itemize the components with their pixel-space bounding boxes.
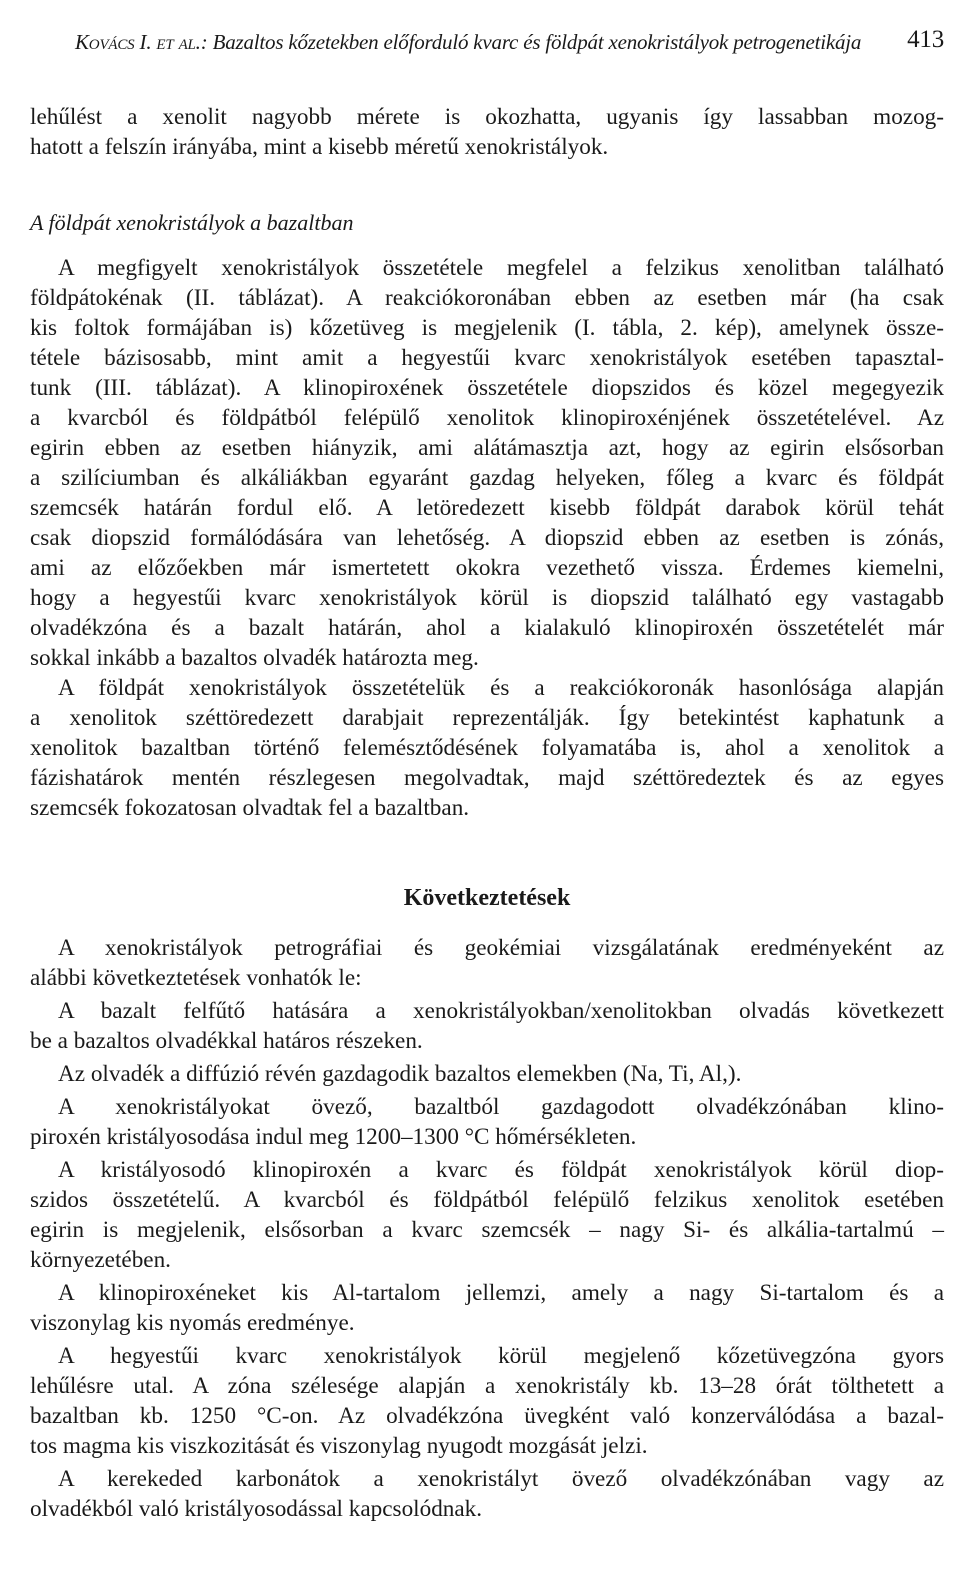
text-line: be a bazaltos olvadékkal határos részeken. bbox=[30, 1028, 423, 1054]
text-line: A xenokristályok petrográfiai és geokémiai vizsgálatának eredményeként az bbox=[58, 935, 944, 961]
text-line: A xenokristályokat övező, bazaltból gazdagodott olvadékzónában klino- bbox=[58, 1094, 944, 1120]
text-line: csak diopszid formálódására van lehetőség. A diopszid ebben az esetben is zónás, bbox=[30, 525, 944, 551]
page-number: 413 bbox=[907, 26, 944, 53]
text-line: piroxén kristályosodása indul meg 1200–1300 °C hőmérsékleten. bbox=[30, 1124, 637, 1150]
text-line: tos magma kis viszkozitását és viszonylag nyugodt mozgását jelzi. bbox=[30, 1433, 648, 1459]
text-line: szemcsék határán fordul elő. A letöredezett kisebb földpát darabok körül tehát bbox=[30, 495, 944, 521]
text-line: A hegyestűi kvarc xenokristályok körül megjelenő kőzetüvegzóna gyors bbox=[58, 1343, 944, 1369]
text-line: xenolitok bazaltban történő felemésztődésének folyamatába is, ahol a xenolitok a bbox=[30, 735, 944, 761]
text-line: A bazalt felfűtő hatására a xenokristályokban/xenolitokban olvadás következett bbox=[58, 998, 944, 1024]
subheading: A földpát xenokristályok a bazaltban bbox=[30, 210, 354, 235]
text-line: szemcsék fokozatosan olvadtak fel a bazaltban. bbox=[30, 795, 470, 821]
text-line: tunk (III. táblázat). A klinopiroxének összetétele diopszidos és közel megegyezik bbox=[30, 375, 944, 401]
text-line: A kristályosodó klinopiroxén a kvarc és földpát xenokristályok körül diop- bbox=[58, 1157, 944, 1183]
section-heading: Következtetések bbox=[403, 885, 571, 911]
text-line: egirin ebben az esetben hiányzik, ami alátámasztja azt, hogy az egirin elsősorban bbox=[30, 435, 944, 461]
text-line: hatott a felszín irányába, mint a kisebb méretű xenokristályok. bbox=[30, 134, 609, 160]
text-line: A megfigyelt xenokristályok összetétele megfelel a felzikus xenolitban található bbox=[58, 255, 944, 281]
text-line: a szilíciumban és alkáliákban egyaránt gazdag helyeken, főleg a kvarc és földpát bbox=[30, 465, 944, 491]
text-line: szidos összetételű. A kvarcból és földpátból felépülő felzikus xenolitok esetében bbox=[30, 1187, 944, 1213]
text-line: bazaltban kb. 1250 °C-on. Az olvadékzóna üvegként való konzerválódása a bazal- bbox=[30, 1403, 944, 1429]
running-head-author: Kovács I. et al. bbox=[75, 30, 201, 54]
text-line: olvadékzóna és a bazalt határán, ahol a kialakuló klinopiroxén összetételét már bbox=[30, 615, 944, 641]
text-line: egirin is megjelenik, elsősorban a kvarc szemcsék – nagy Si- és alkália-tartalmú – bbox=[30, 1217, 944, 1243]
text-line: lehűlésre utal. A zóna szélesége alapján a xenokristály kb. 13–28 órát tölthetett a bbox=[30, 1373, 944, 1399]
text-line: ami az előzőekben már ismertetett okokra vezethető vissza. Érdemes kiemelni, bbox=[30, 555, 944, 581]
text-line: a xenolitok széttöredezett darabjait reprezentálják. Így betekintést kaphatunk a bbox=[30, 705, 944, 731]
text-line: A kerekeded karbonátok a xenokristályt övező olvadékzónában vagy az bbox=[58, 1466, 944, 1492]
text-line: kis foltok formájában is) kőzetüveg is megjelenik (I. tábla, 2. kép), amelynek össze- bbox=[30, 315, 944, 341]
text-line: A klinopiroxéneket kis Al-tartalom jellemzi, amely a nagy Si-tartalom és a bbox=[58, 1280, 944, 1306]
text-line: lehűlést a xenolit nagyobb mérete is okozhatta, ugyanis így lassabban mozog- bbox=[30, 104, 944, 130]
text-line: viszonylag kis nyomás eredménye. bbox=[30, 1310, 355, 1336]
text-line: hogy a hegyestűi kvarc xenokristályok körül is diopszid található egy vastagabb bbox=[30, 585, 944, 611]
running-head bbox=[75, 26, 944, 55]
text-line: földpátokénak (II. táblázat). A reakciókoronában ebben az esetben már (ha csak bbox=[30, 285, 944, 311]
text-line: tétele bázisosabb, mint amit a hegyestűi kvarc xenokristályok esetében tapasztal- bbox=[30, 345, 944, 371]
text-line: Az olvadék a diffúzió révén gazdagodik bazaltos elemekben (Na, Ti, Al,). bbox=[58, 1061, 742, 1087]
text-line: alábbi következtetések vonhatók le: bbox=[30, 965, 362, 991]
text-line: környezetében. bbox=[30, 1247, 171, 1273]
running-head-title: : Bazaltos kőzetekben előforduló kvarc és földpát xenokristályok petrogenetikája bbox=[200, 30, 862, 54]
text-line: fázishatárok mentén részlegesen megolvadtak, majd széttöredeztek és az egyes bbox=[30, 765, 944, 791]
text-line: olvadékból való kristályosodással kapcsolódnak. bbox=[30, 1496, 483, 1522]
text-line: a kvarcból és földpátból felépülő xenolitok klinopiroxénjének összetételével. Az bbox=[30, 405, 944, 431]
text-line: A földpát xenokristályok összetételük és a reakciókoronák hasonlósága alapján bbox=[58, 675, 944, 701]
text-line: sokkal inkább a bazaltos olvadék határozta meg. bbox=[30, 645, 479, 671]
